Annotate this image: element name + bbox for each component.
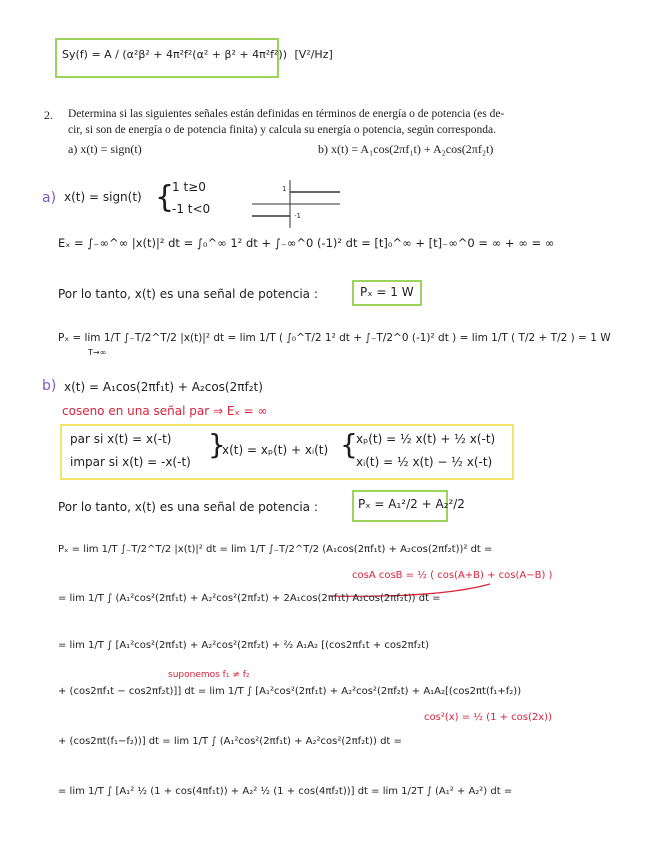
problem-line1: Determina si las siguientes señales están definidas en términos de energía o de potencia (es de- bbox=[68, 108, 505, 120]
part-a-case1: 1 t≥0 bbox=[172, 180, 206, 194]
part-a-brace: { bbox=[155, 180, 175, 215]
parity-xi: xᵢ(t) = ½ x(t) − ½ x(-t) bbox=[356, 455, 493, 469]
part-a-conclusion: Por lo tanto, x(t) es una señal de potencia : bbox=[58, 287, 318, 301]
problem-number: 2. bbox=[44, 108, 53, 122]
part-b-line6: = lim 1/T ∫ [A₁² ½ (1 + cos(4πf₁t)) + A₂² ½ (1 + cos(4πf₂t))] dt = lim 1/2T ∫ (A₁² + A₂²) dt = bbox=[58, 786, 513, 797]
problem-line2: cir, si son de energía o de potencia finita) y calcula su energía o potencia, según corresponda. bbox=[68, 124, 496, 136]
part-b-def: x(t) = A₁cos(2πf₁t) + A₂cos(2πf₂t) bbox=[64, 380, 263, 394]
parity-brace-right: } bbox=[208, 428, 226, 461]
parity-even: par si x(t) = x(-t) bbox=[70, 432, 172, 446]
part-a-lim: T→∞ bbox=[88, 348, 107, 357]
top-formula-units: [V²/Hz] bbox=[294, 48, 333, 61]
parity-brace-left: { bbox=[340, 428, 358, 461]
part-b-conclusion: Por lo tanto, x(t) es una señal de potencia : bbox=[58, 500, 318, 514]
top-formula-text: Sy(f) = A / (α²β² + 4π²f²(α² + β² + 4π²f²)) bbox=[62, 48, 287, 61]
parity-xp: xₚ(t) = ½ x(t) + ½ x(-t) bbox=[356, 432, 496, 446]
parity-decomp: x(t) = xₚ(t) + xᵢ(t) bbox=[222, 443, 329, 457]
identity-cos2: cos²(x) = ½ (1 + cos(2x)) bbox=[424, 712, 552, 723]
part-b-note: coseno en una señal par ⇒ Eₓ = ∞ bbox=[62, 404, 268, 418]
top-formula bbox=[62, 48, 333, 61]
part-a-def: x(t) = sign(t) bbox=[64, 190, 142, 204]
problem-part-b: b) x(t) = A₁cos(2πf₁t) + A₂cos(2πf₂t) bbox=[318, 142, 494, 156]
part-b-line5: + (cos2πt(f₁−f₂))] dt = lim 1/T ∫ (A₁²cos²(2πf₁t) + A₂²cos²(2πf₂t)) dt = bbox=[58, 736, 402, 747]
part-a-power: Pₓ = lim 1/T ∫₋T/2^T/2 |x(t)|² dt = lim 1/T ( ∫₀^T/2 1² dt + ∫₋T/2^0 (-1)² dt ) = lim 1/T ( T/2 + T/2 ) = 1 W bbox=[58, 332, 611, 344]
part-b-line2: = lim 1/T ∫ (A₁²cos²(2πf₁t) + A₂²cos²(2πf₂t) + 2A₁cos(2πf₁t) A₂cos(2πf₂t)) dt = bbox=[58, 593, 441, 604]
part-a-case2: -1 t<0 bbox=[172, 202, 211, 216]
part-b-line4: + (cos2πf₁t − cos2πf₂t)]] dt = lim 1/T ∫ [A₁²cos²(2πf₁t) + A₂²cos²(2πf₂t) + A₁A₂[(cos2πt(f₁+f₂)) bbox=[58, 686, 522, 697]
sign-function-sketch bbox=[252, 180, 342, 230]
part-a-label: a) bbox=[42, 190, 57, 206]
problem-part-a: a) x(t) = sign(t) bbox=[68, 142, 142, 156]
part-b-label: b) bbox=[42, 378, 57, 394]
svg-text:1: 1 bbox=[282, 185, 287, 193]
svg-text:-1: -1 bbox=[294, 212, 301, 220]
part-b-line1: Pₓ = lim 1/T ∫₋T/2^T/2 |x(t)|² dt = lim 1/T ∫₋T/2^T/2 (A₁cos(2πf₁t) + A₂cos(2πf₂t))² dt = bbox=[58, 544, 493, 555]
part-a-energy: Eₓ = ∫₋∞^∞ |x(t)|² dt = ∫₀^∞ 1² dt + ∫₋∞^0 (-1)² dt = [t]₀^∞ + [t]₋∞^0 = ∞ + ∞ = ∞ bbox=[58, 236, 555, 250]
part-a-result: Pₓ = 1 W bbox=[360, 285, 414, 299]
part-b-line3: = lim 1/T ∫ [A₁²cos²(2πf₁t) + A₂²cos²(2πf₂t) + ²⁄₂ A₁A₂ [(cos2πf₁t + cos2πf₂t) bbox=[58, 640, 429, 651]
parity-odd: impar si x(t) = -x(-t) bbox=[70, 455, 191, 469]
suppose-note: suponemos f₁ ≠ f₂ bbox=[168, 670, 250, 680]
identity-product: cosA cosB = ½ ( cos(A+B) + cos(A−B) ) bbox=[352, 570, 553, 581]
part-b-result: Pₓ = A₁²/2 + A₂²/2 bbox=[358, 497, 465, 511]
